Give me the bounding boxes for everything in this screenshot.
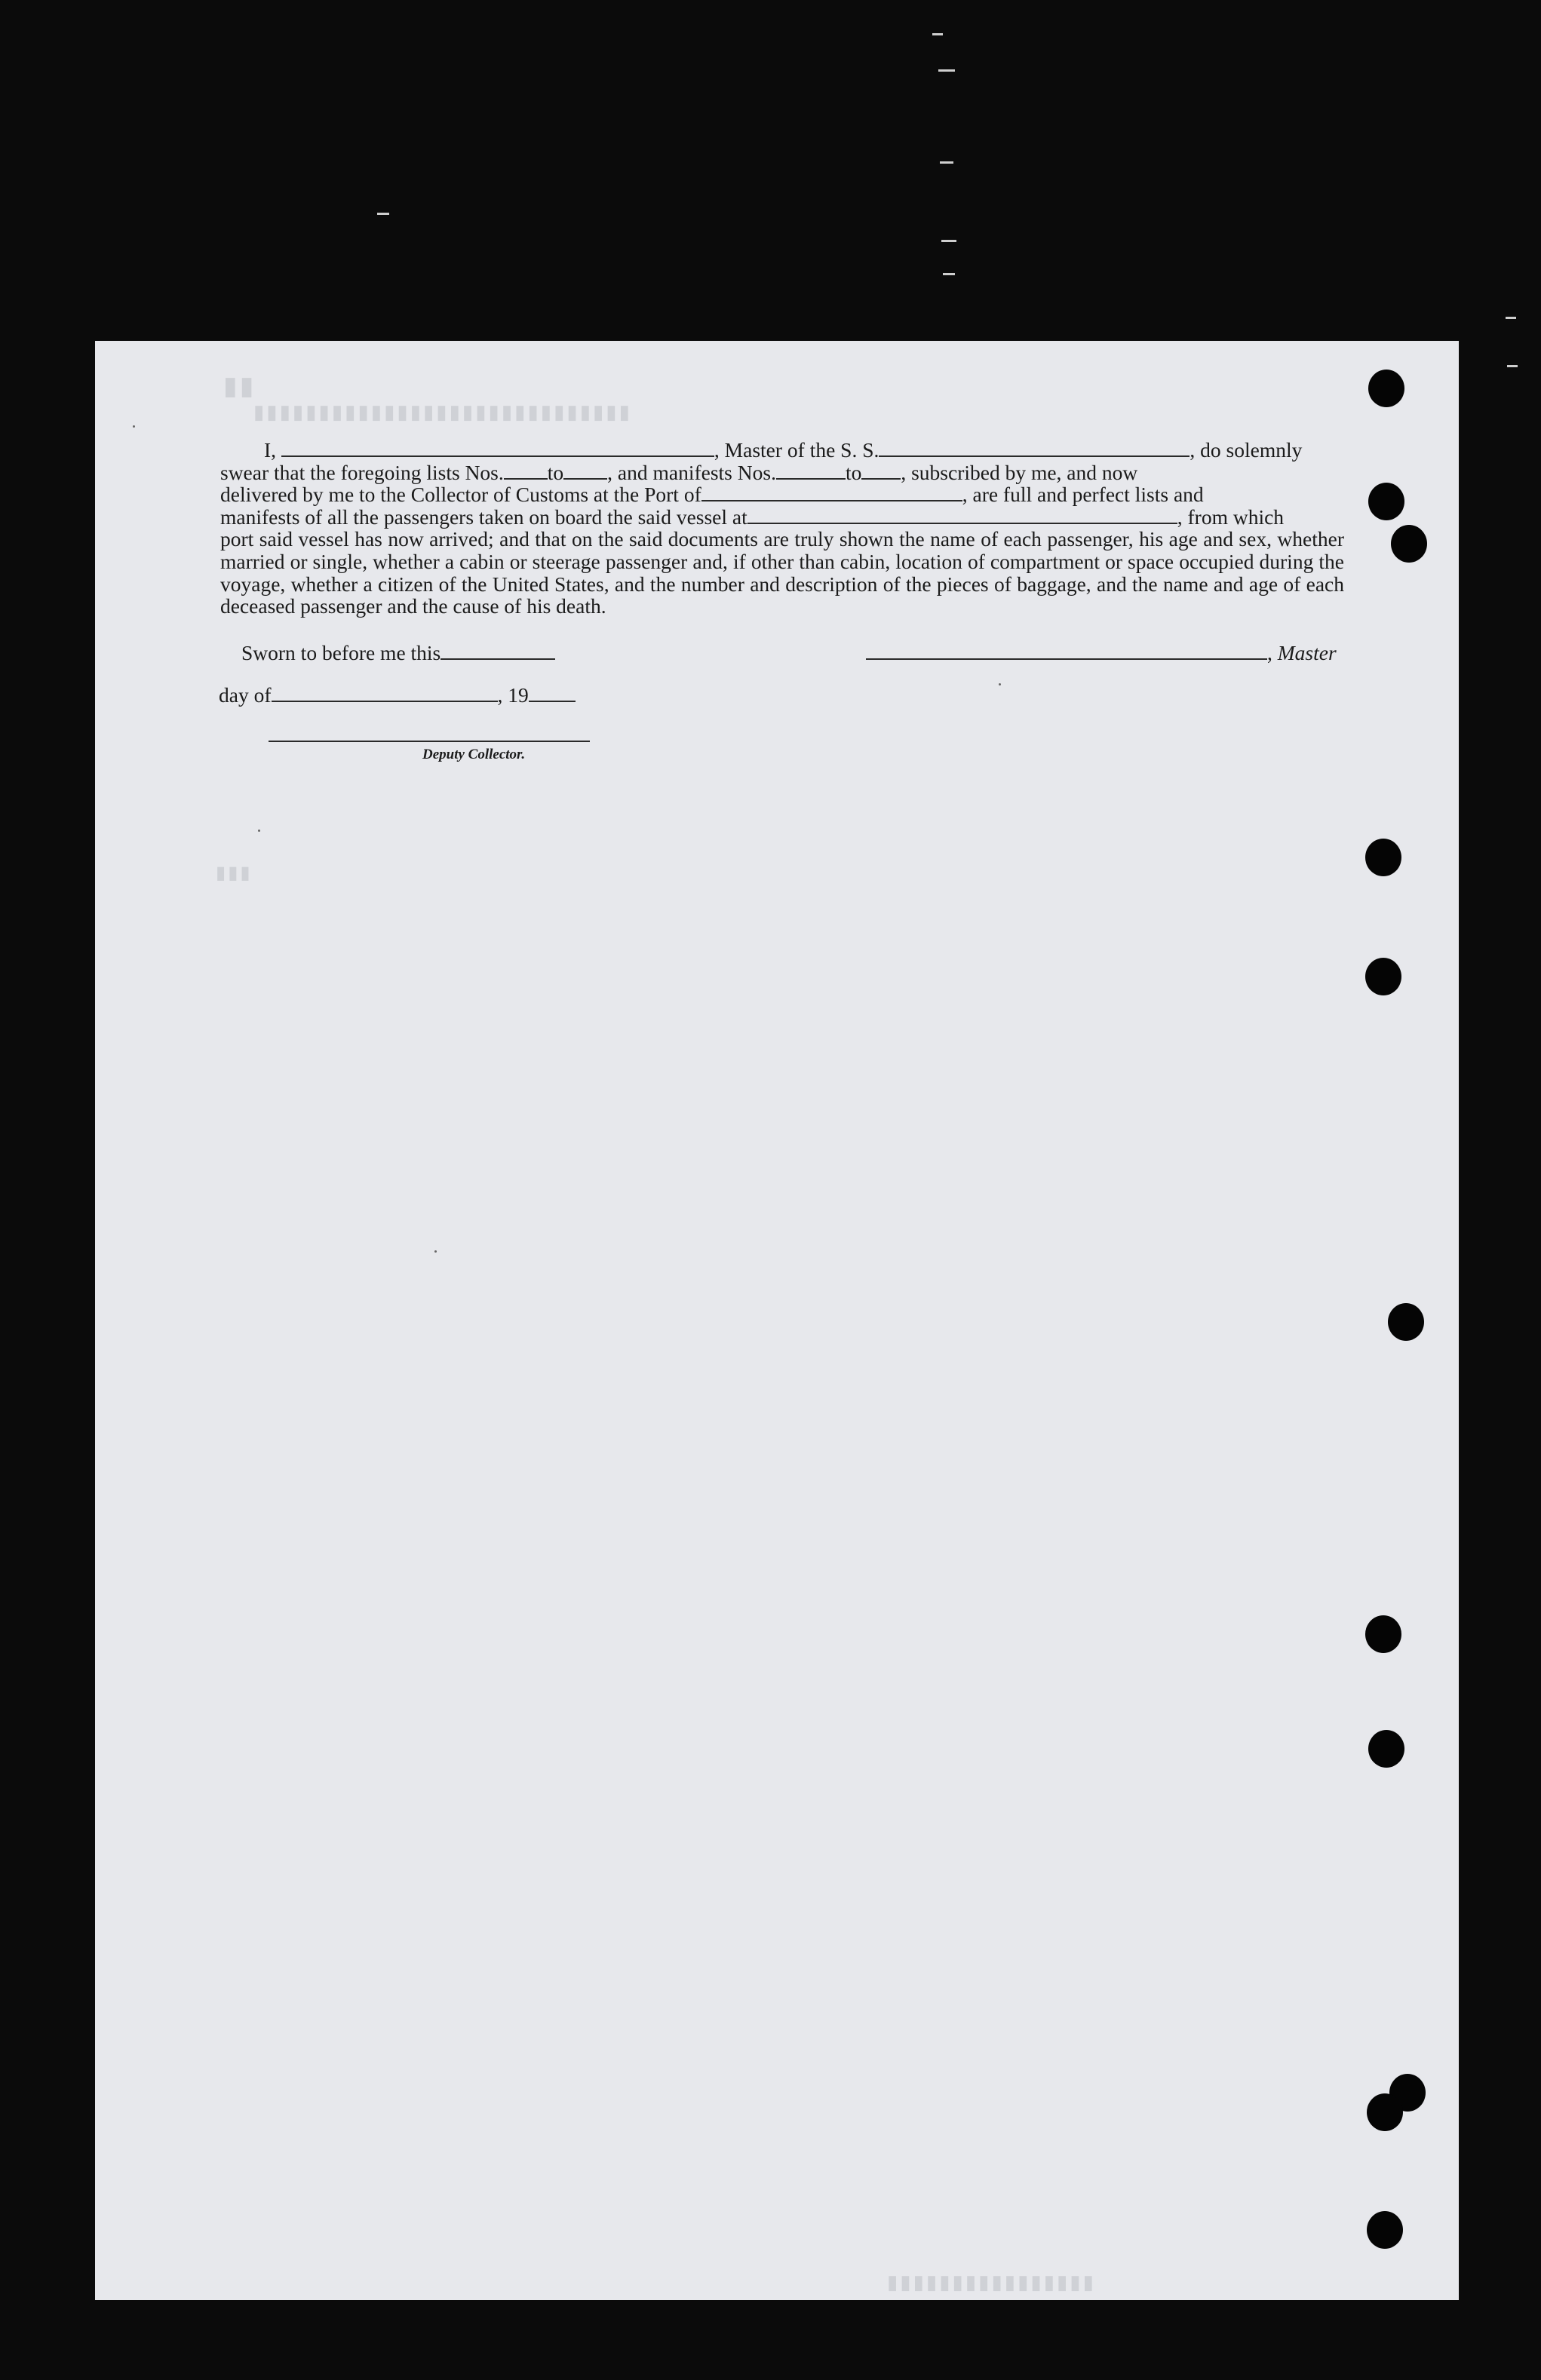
swear-lists-label: swear that the foregoing lists Nos. (220, 460, 504, 484)
subscribed-label: , subscribed by me, and now (901, 460, 1138, 484)
delivered-label: delivered by me to the Collector of Customs at the Port of (220, 483, 701, 507)
punch-hole (1368, 370, 1404, 407)
punch-hole (1365, 839, 1401, 876)
oath-i-label: I, (264, 438, 277, 462)
master-label: Master (1277, 641, 1337, 664)
deputy-signature-field[interactable] (269, 741, 590, 742)
to-label-2: to (845, 460, 862, 484)
scan-dot (434, 1250, 437, 1253)
full-perfect-label: , are full and perfect lists and (962, 483, 1204, 507)
sworn-line (241, 641, 555, 665)
punch-hole (1368, 483, 1404, 520)
day-of-label: day of (219, 683, 272, 707)
master-signature-line: , Master (866, 641, 1337, 665)
master-signature-field[interactable] (866, 658, 1267, 660)
punch-hole (1391, 525, 1427, 563)
manifests-to-field[interactable] (861, 477, 901, 480)
bleed-through: ▮▮ (223, 373, 256, 400)
bleed-through: ▮▮▮ (216, 863, 253, 883)
port-field[interactable] (701, 499, 962, 501)
from-which-label: , from which (1177, 505, 1285, 529)
ship-name-field[interactable] (879, 455, 1190, 457)
scan-dot (133, 425, 135, 428)
month-field[interactable] (272, 700, 498, 702)
punch-hole (1365, 958, 1401, 995)
manifests-all-label: manifests of all the passengers taken on board the said vessel at (220, 505, 747, 529)
scan-artifact (932, 33, 943, 35)
embark-port-field[interactable] (747, 522, 1177, 524)
scan-artifact (1507, 365, 1518, 367)
manifests-from-field[interactable] (776, 477, 846, 480)
punch-hole (1365, 1615, 1401, 1653)
lists-from-field[interactable] (504, 477, 548, 480)
sworn-day-field[interactable] (441, 658, 555, 660)
day-of-line (219, 683, 576, 707)
do-solemnly-label: , do solemnly (1190, 438, 1303, 462)
and-manifests-label: , and manifests Nos. (607, 460, 776, 484)
deputy-collector-label: Deputy Collector. (422, 747, 526, 762)
oath-body-text: port said vessel has now arrived; and that on the said documents are truly shown the name of each passenger, his age and sex, whether married or single, whether a cabin or steerage passenger and, if other than cabin, location of compartment or space occupied during the voyage, whether a citizen of the United States, and the number and description of the pieces of baggage, and the name and age of each deceased passenger and the cause of his death. (220, 527, 1344, 618)
punch-hole (1388, 1303, 1424, 1341)
bleed-through: ▮▮▮▮▮▮▮▮▮▮▮▮▮▮▮▮▮▮▮▮▮▮▮▮▮▮▮▮▮ (253, 401, 632, 423)
master-of-ss-label: , Master of the S. S. (714, 438, 879, 462)
punch-hole (1367, 2211, 1403, 2249)
master-name-field[interactable] (281, 455, 714, 457)
manifest-sheet (95, 341, 1459, 2300)
scan-artifact (940, 161, 953, 164)
scan-dot (999, 683, 1001, 685)
scan-artifact (941, 240, 956, 242)
scan-artifact (943, 273, 955, 275)
bleed-through: ▮▮▮▮▮▮▮▮▮▮▮▮▮▮▮▮ (887, 2271, 1096, 2293)
scan-artifact (1506, 317, 1516, 319)
year-field[interactable] (529, 700, 576, 702)
year-prefix-label: , 19 (497, 683, 529, 707)
punch-hole (1368, 1730, 1404, 1768)
punch-hole (1367, 2093, 1403, 2131)
scan-dot (258, 830, 260, 832)
scan-artifact (938, 69, 955, 72)
lists-to-field[interactable] (563, 477, 607, 480)
scan-artifact (377, 213, 389, 215)
oath-paragraph (220, 439, 1344, 618)
sworn-label: Sworn to before me this (241, 641, 441, 664)
to-label-1: to (547, 460, 564, 484)
